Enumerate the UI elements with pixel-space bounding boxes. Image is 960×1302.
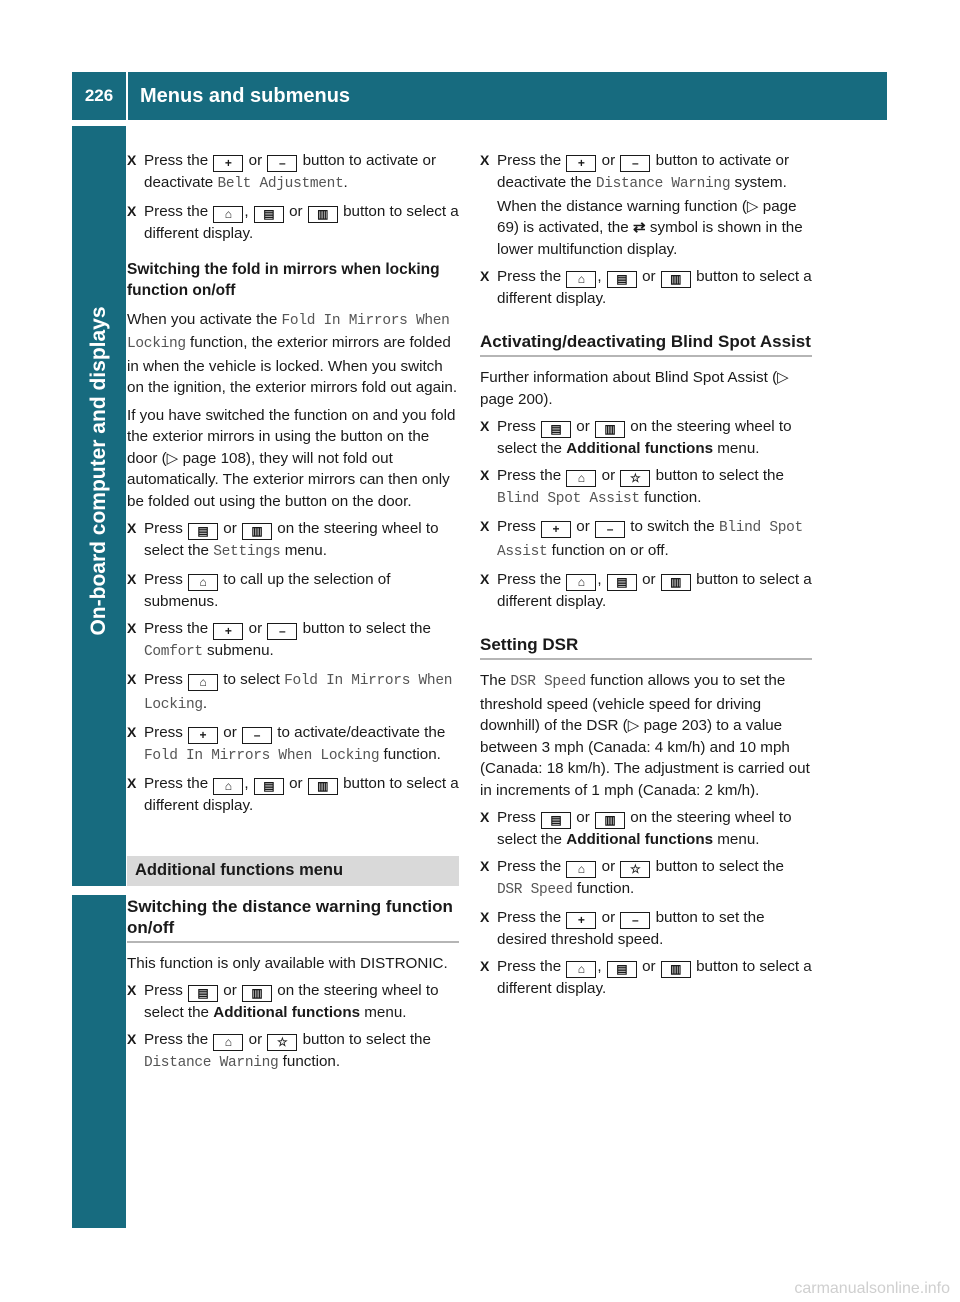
section-heading: Switching the distance warning function on/off [127,896,459,943]
section-heading: Activating/deactivating Blind Spot Assist [480,331,812,357]
side-tab-lower [72,895,126,1228]
up-arrow-button-icon: ▤ [254,778,284,795]
up-arrow-button-icon: ▤ [188,985,218,1002]
list-item: X Press the + or – button to activate or deactivate the Distance Warning system. When the distance warning function (▷ page 69) is activated, the ⇄ symbol is shown in the lower multifunction display. [480,150,812,260]
list-item: X Press ▤ or ▥ on the steering wheel to select the Additional functions menu. [480,416,812,460]
up-arrow-button-icon: ▤ [254,206,284,223]
list-item: X Press + or – to switch the Blind Spot Assist function on or off. [480,516,812,563]
forward-button-icon: ☆ [267,1034,297,1051]
up-arrow-button-icon: ▤ [188,523,218,540]
down-arrow-button-icon: ▥ [242,523,272,540]
down-arrow-button-icon: ▥ [308,778,338,795]
minus-button-icon: – [267,623,297,640]
down-arrow-button-icon: ▥ [595,421,625,438]
list-item: X Press ⌂ to select Fold In Mirrors When Locking. [127,669,459,716]
up-arrow-button-icon: ▤ [607,271,637,288]
up-arrow-button-icon: ▤ [607,961,637,978]
down-arrow-button-icon: ▥ [661,574,691,591]
page-title: Menus and submenus [140,85,351,107]
up-arrow-button-icon: ▤ [541,421,571,438]
paragraph: Further information about Blind Spot Assist (▷ page 200). [480,369,789,408]
back-button-icon: ⌂ [566,271,596,288]
down-arrow-button-icon: ▥ [661,961,691,978]
minus-button-icon: – [595,521,625,538]
distance-warning-symbol-icon: ⇄ [632,219,646,236]
paragraph: This function is only available with DISTRONIC. [127,954,448,972]
right-column [480,150,812,1005]
minus-button-icon: – [620,155,650,172]
up-arrow-button-icon: ▤ [541,812,571,829]
header-divider [126,72,128,120]
down-arrow-button-icon: ▥ [242,985,272,1002]
back-button-icon: ⌂ [213,206,243,223]
list-item: X Press ⌂ to call up the selection of submenus. [127,569,459,613]
down-arrow-button-icon: ▥ [308,206,338,223]
up-arrow-button-icon: ▤ [607,574,637,591]
plus-button-icon: + [188,727,218,744]
back-button-icon: ⌂ [566,470,596,487]
side-tab-label-wrap [72,126,126,886]
back-button-icon: ⌂ [566,574,596,591]
list-item: X Press + or – to activate/deactivate the Fold In Mirrors When Locking function. [127,722,459,768]
paragraph: When you activate the Fold In Mirrors When Locking function, the exterior mirrors are folded in when the vehicle is locked. When you switch on the ignition, the exterior mirrors fold out again. [127,310,458,396]
plus-button-icon: + [541,521,571,538]
list-item: X Press the ⌂ or ☆ button to select the DSR Speed function. [480,856,812,902]
plus-button-icon: + [213,155,243,172]
plus-button-icon: + [213,623,243,640]
back-button-icon: ⌂ [566,961,596,978]
footer-watermark[interactable]: carmanualsonline.info [794,1280,950,1297]
list-item: X Press the ⌂ , ▤ or ▥ button to select a different display. [127,773,459,817]
back-button-icon: ⌂ [188,574,218,591]
section-heading: Setting DSR [480,634,812,660]
minus-button-icon: – [242,727,272,744]
list-item: X Press the ⌂ or ☆ button to select the Blind Spot Assist function. [480,465,812,511]
list-item: X Press the + or – button to select the Comfort submenu. [127,618,459,664]
forward-button-icon: ☆ [620,470,650,487]
list-item: X Press ▤ or ▥ on the steering wheel to select the Settings menu. [127,518,459,564]
plus-button-icon: + [566,912,596,929]
list-item: X Press ▤ or ▥ on the steering wheel to select the Additional functions menu. [480,807,812,851]
back-button-icon: ⌂ [188,674,218,691]
left-column [127,150,459,1080]
back-button-icon: ⌂ [213,778,243,795]
page-number: 226 [84,86,114,105]
section-banner: Additional functions menu [127,856,459,886]
side-tab-label: On-board computer and displays [87,306,110,636]
minus-button-icon: – [620,912,650,929]
section-heading: Switching the fold in mirrors when locking function on/off [127,260,440,299]
list-item: X Press ▤ or ▥ on the steering wheel to select the Additional functions menu. [127,980,459,1024]
paragraph: The DSR Speed function allows you to set the threshold speed (vehicle speed for driving downhill) of the DSR (▷ page 203) to a value between 3 mph (Canada: 4 km/h) and 10 mph (Canada: 18 km/h). The adjustment is carried out in increments of 1 mph (Canada: 2 km/h). [480,672,810,799]
list-item: X Press the + or – button to activate or deactivate Belt Adjustment. [127,150,459,196]
list-item: X Press the ⌂ , ▤ or ▥ button to select a different display. [480,266,812,310]
plus-button-icon: + [566,155,596,172]
down-arrow-button-icon: ▥ [661,271,691,288]
down-arrow-button-icon: ▥ [595,812,625,829]
list-item: X Press the ⌂ or ☆ button to select the Distance Warning function. [127,1029,459,1075]
list-item: X Press the ⌂ , ▤ or ▥ button to select a different display. [480,956,812,1000]
list-item: X Press the + or – button to set the desired threshold speed. [480,907,812,951]
back-button-icon: ⌂ [566,861,596,878]
minus-button-icon: – [267,155,297,172]
forward-button-icon: ☆ [620,861,650,878]
list-item: X Press the ⌂ , ▤ or ▥ button to select a different display. [480,569,812,613]
paragraph: If you have switched the function on and you fold the exterior mirrors in using the button on the door (▷ page 108), they will not fold out automatically. The exterior mirrors can then only be folded out using the button on the door. [127,406,456,510]
list-item: X Press the ⌂ , ▤ or ▥ button to select a different display. [127,201,459,245]
back-button-icon: ⌂ [213,1034,243,1051]
